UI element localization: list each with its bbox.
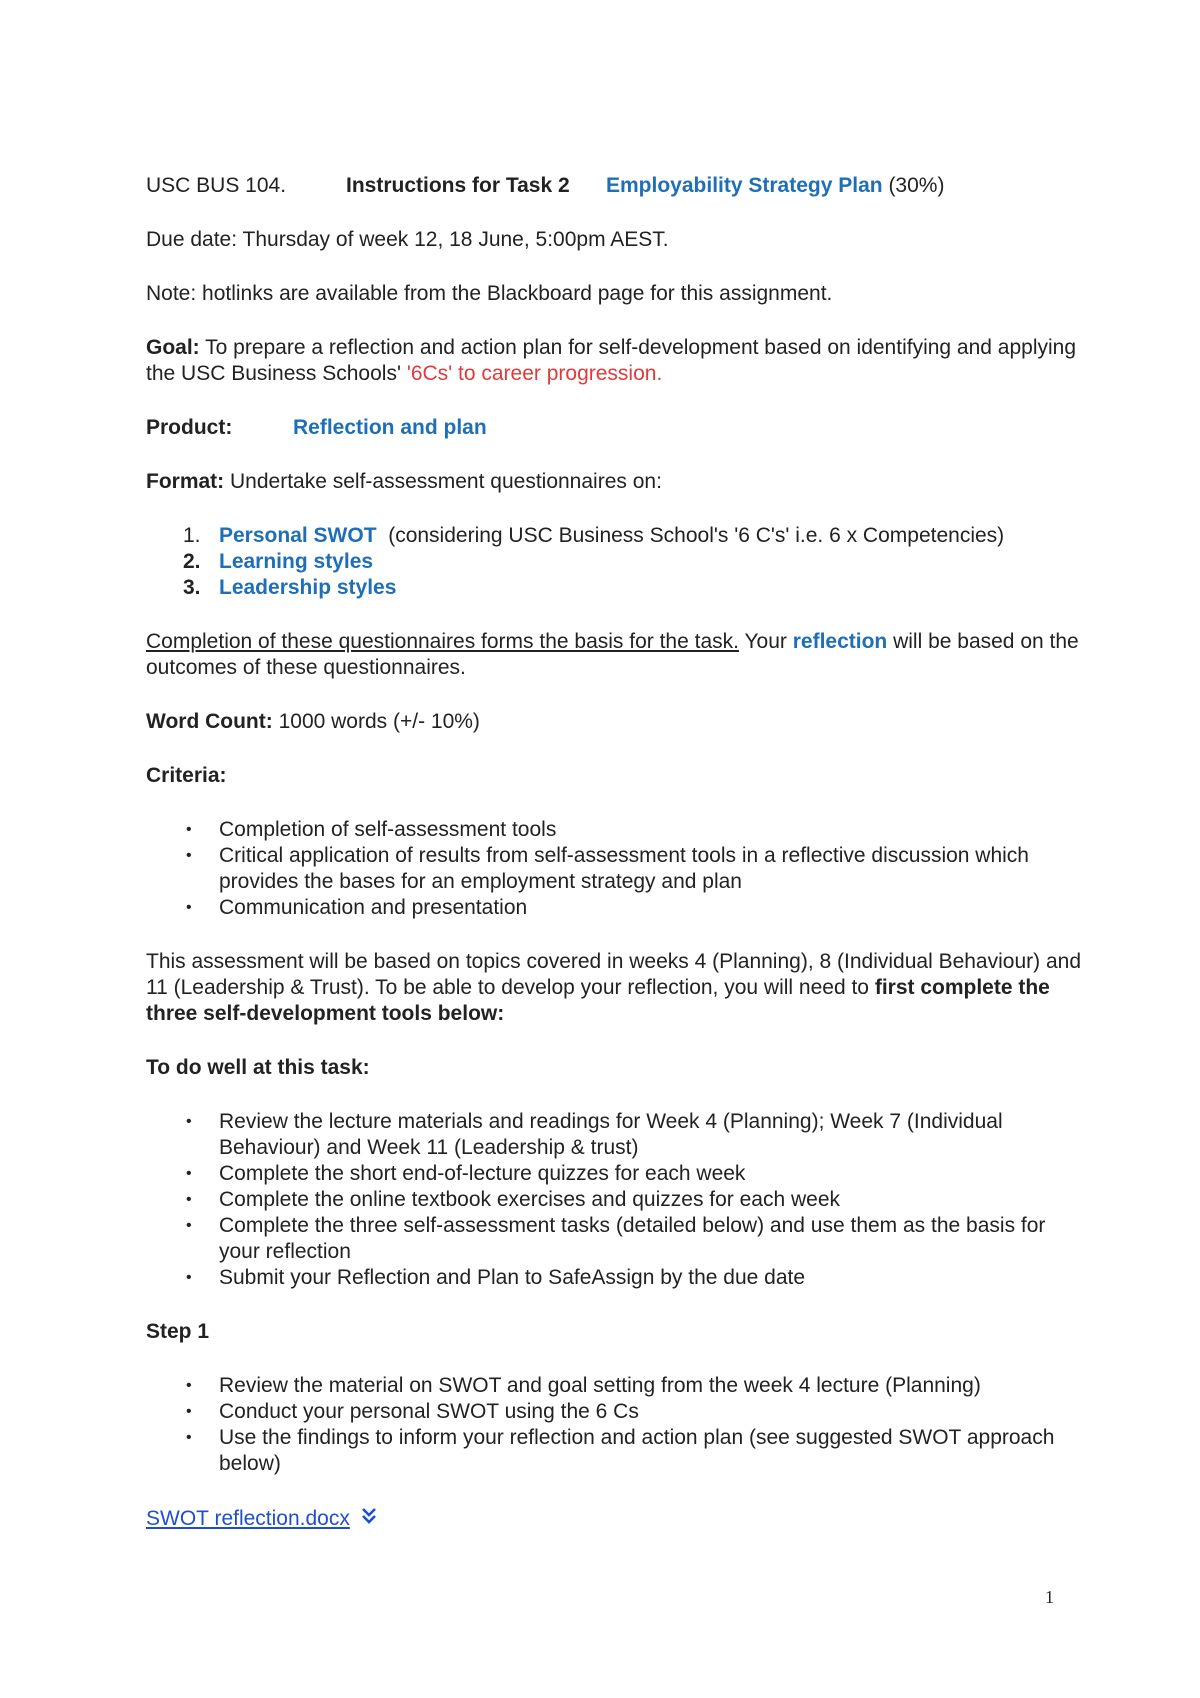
bullet-icon: • (186, 821, 192, 838)
criteria-heading: Criteria: (146, 764, 227, 787)
bullet-icon: • (186, 1165, 192, 1182)
list-item (146, 1161, 1086, 1187)
step1-heading: Step 1 (146, 1320, 210, 1343)
list-item-text: Submit your Reflection and Plan to SafeAssign by the due date (219, 1266, 806, 1289)
word-count-line (146, 709, 1086, 735)
completion-after: will be based on the outcomes of these questionnaires. (146, 630, 1079, 679)
plan-weight: (30%) (888, 174, 945, 197)
list-number: 3. (183, 576, 201, 599)
double-chevron-down-icon[interactable] (360, 1505, 378, 1531)
questionnaire-name: Personal SWOT (219, 524, 377, 547)
list-item-text: Complete the three self-assessment tasks (detailed below) and use them as the basis for your reflection (219, 1214, 1046, 1263)
list-item (146, 895, 1086, 921)
list-item (146, 575, 1086, 601)
format-label: Format: (146, 470, 225, 493)
list-item-text: Complete the online textbook exercises and quizzes for each week (219, 1188, 841, 1211)
product-label: Product: (146, 416, 233, 439)
goal-paragraph (146, 335, 1086, 387)
product-value: Reflection and plan (293, 416, 487, 439)
list-item (146, 843, 1086, 895)
assessment-bold: first complete the three self-development tools below: (146, 976, 1050, 1025)
word-count-label: Word Count: (146, 710, 273, 733)
bullet-icon: • (186, 899, 192, 916)
list-number: 1. (183, 524, 201, 547)
bullet-icon: • (186, 1269, 192, 1286)
questionnaire-list (146, 523, 1086, 601)
product-line (146, 415, 1086, 441)
assessment-text: This assessment will be based on topics covered in weeks 4 (Planning), 8 (Individual Behaviour) and 11 (Leadership & Trust). To be able to develop your reflection, you will need to (146, 950, 1081, 999)
assessment-paragraph (146, 949, 1086, 1027)
bullet-icon: • (186, 1429, 192, 1446)
format-line (146, 469, 1086, 495)
step1-list (146, 1373, 1086, 1477)
list-item (146, 1425, 1086, 1477)
document-body (146, 173, 1086, 1532)
list-item (146, 1187, 1086, 1213)
do-well-heading: To do well at this task: (146, 1056, 370, 1079)
completion-paragraph (146, 629, 1086, 681)
swot-reflection-link[interactable]: SWOT reflection.docx (146, 1507, 350, 1530)
word-count-text: 1000 words (+/- 10%) (272, 710, 480, 733)
bullet-icon: • (186, 1377, 192, 1394)
bullet-icon: • (186, 1191, 192, 1208)
list-item-text: Review the lecture materials and readings for Week 4 (Planning); Week 7 (Individual Behaviour) and Week 11 (Leadership & trust) (219, 1110, 1003, 1159)
list-item (146, 817, 1086, 843)
list-number: 2. (183, 550, 201, 573)
list-item (146, 1109, 1086, 1161)
list-item (146, 549, 1086, 575)
list-item (146, 1265, 1086, 1291)
list-item (146, 1399, 1086, 1425)
goal-label: Goal: (146, 336, 200, 359)
bullet-icon: • (186, 847, 192, 864)
questionnaire-name: Leadership styles (219, 576, 397, 599)
list-item (146, 1373, 1086, 1399)
criteria-list (146, 817, 1086, 921)
list-item-text: Complete the short end-of-lecture quizzes for each week (219, 1162, 746, 1185)
bullet-icon: • (186, 1113, 192, 1130)
goal-highlight: '6Cs' to career progression. (406, 362, 663, 385)
list-item (146, 523, 1086, 549)
list-item (146, 1213, 1086, 1265)
note: Note: hotlinks are available from the Blackboard page for this assignment. (146, 282, 833, 305)
due-date: Due date: Thursday of week 12, 18 June, 5:00pm AEST. (146, 228, 669, 251)
completion-before: Your (738, 630, 793, 653)
completion-highlight: reflection (792, 630, 888, 653)
bullet-icon: • (186, 1217, 192, 1234)
list-item-text: Completion of self-assessment tools (219, 818, 557, 841)
list-item-text: Review the material on SWOT and goal setting from the week 4 lecture (Planning) (219, 1374, 981, 1397)
list-item-text: Critical application of results from self-assessment tools in a reflective discussion which provides the bases for an employment strategy and plan (219, 844, 1029, 893)
document-header (146, 173, 1086, 199)
bullet-icon: • (186, 1403, 192, 1420)
list-item-text: Use the findings to inform your reflection and action plan (see suggested SWOT approach below) (219, 1426, 1055, 1475)
questionnaire-name: Learning styles (219, 550, 374, 573)
questionnaire-detail: (considering USC Business School's '6 C's' i.e. 6 x Competencies) (376, 524, 1005, 547)
completion-underlined: Completion of these questionnaires forms the basis for the task. (146, 630, 739, 653)
do-well-list (146, 1109, 1086, 1291)
list-item-text: Communication and presentation (219, 896, 528, 919)
page-number: 1 (1045, 1587, 1054, 1607)
format-text: Undertake self-assessment questionnaires on: (224, 470, 662, 493)
instructions-title: Instructions for Task 2 (346, 174, 570, 197)
attachment-line (146, 1505, 1086, 1532)
course-code: USC BUS 104. (146, 174, 287, 197)
plan-title: Employability Strategy Plan (606, 174, 883, 197)
list-item-text: Conduct your personal SWOT using the 6 Cs (219, 1400, 639, 1423)
goal-text: To prepare a reflection and action plan for self-development based on identifying and applying the USC Business Schools' (146, 336, 1077, 385)
